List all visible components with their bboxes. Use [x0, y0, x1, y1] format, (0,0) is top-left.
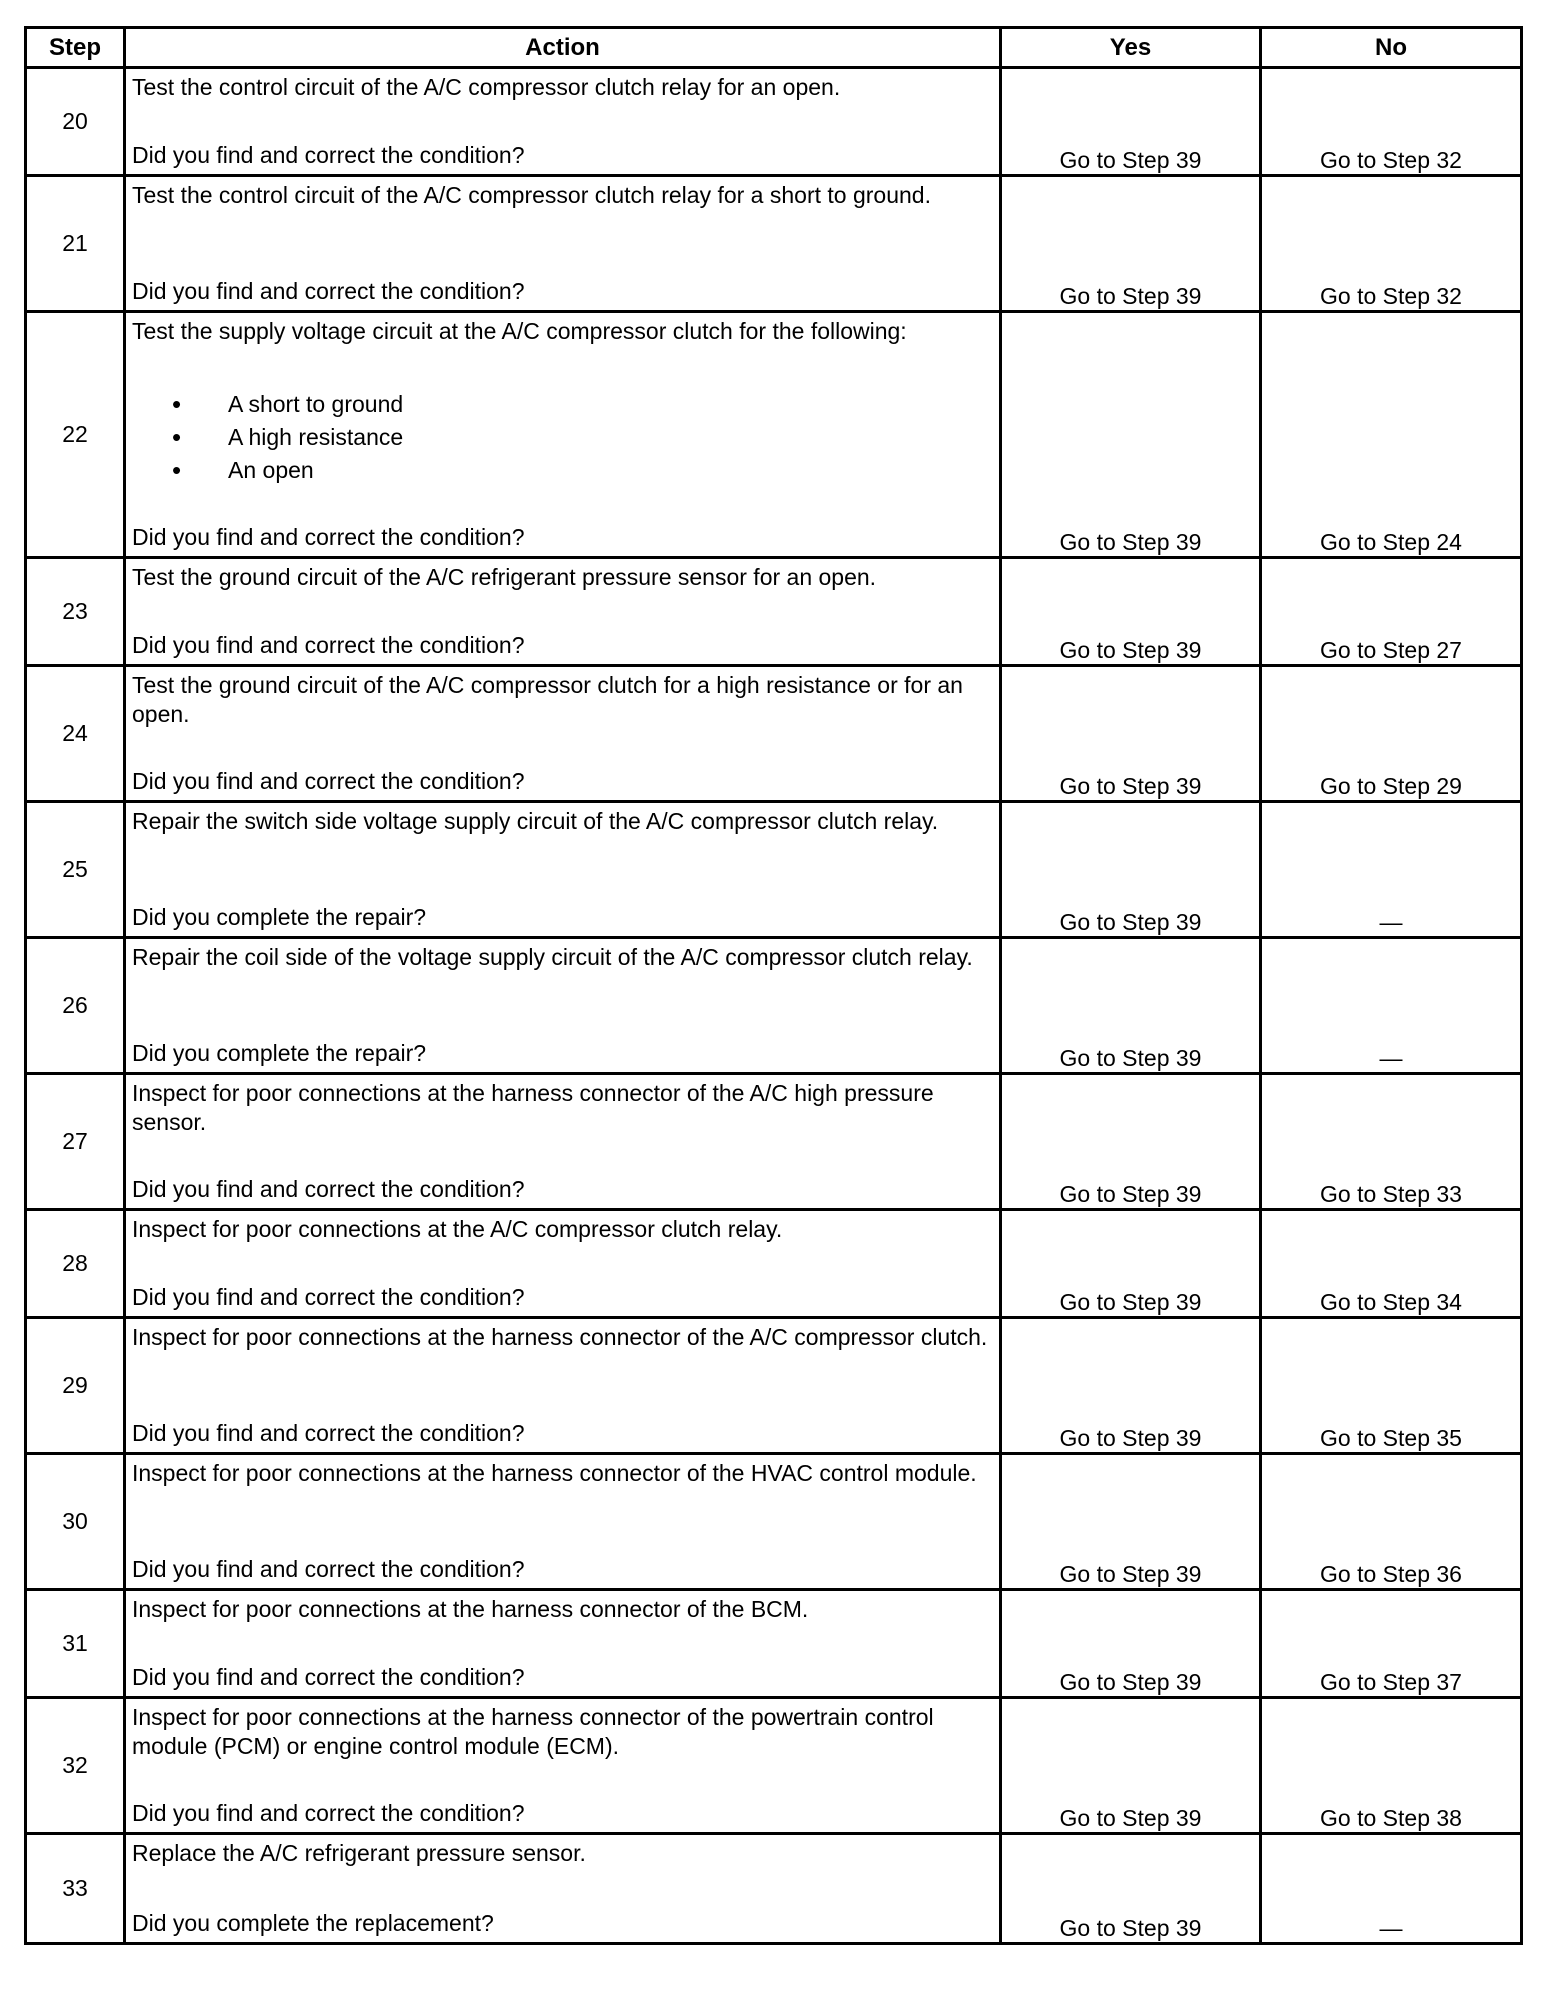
yes-result: Go to Step 39	[1001, 1698, 1261, 1834]
action-question: Did you find and correct the condition?	[132, 1176, 525, 1202]
action-cell	[125, 802, 1001, 938]
action-question: Did you complete the repair?	[132, 904, 427, 930]
yes-result: Go to Step 39	[1001, 1454, 1261, 1590]
yes-result: Go to Step 39	[1001, 176, 1261, 312]
diagnostic-table	[24, 26, 1523, 1945]
table-row	[26, 1210, 1522, 1318]
action-cell	[125, 312, 1001, 558]
action-cell	[125, 1074, 1001, 1210]
no-result: Go to Step 29	[1261, 666, 1522, 802]
action-question: Did you find and correct the condition?	[132, 1556, 525, 1582]
table-row	[26, 312, 1522, 558]
no-result: Go to Step 36	[1261, 1454, 1522, 1590]
step-number: 28	[26, 1210, 125, 1318]
header-no: No	[1261, 28, 1522, 68]
step-number: 29	[26, 1318, 125, 1454]
yes-result: Go to Step 39	[1001, 666, 1261, 802]
table-row	[26, 1590, 1522, 1698]
action-question: Did you find and correct the condition?	[132, 278, 525, 304]
step-number: 23	[26, 558, 125, 666]
yes-result: Go to Step 39	[1001, 1318, 1261, 1454]
action-instruction: Repair the coil side of the voltage supply circuit of the A/C compressor clutch relay.	[132, 944, 973, 970]
action-question: Did you complete the replacement?	[132, 1910, 494, 1936]
table-row	[26, 1074, 1522, 1210]
step-number: 32	[26, 1698, 125, 1834]
action-instruction: Inspect for poor connections at the harness connector of the BCM.	[132, 1596, 809, 1622]
action-instruction: Inspect for poor connections at the harness connector of the HVAC control module.	[132, 1460, 977, 1486]
action-cell	[125, 68, 1001, 176]
action-question: Did you find and correct the condition?	[132, 142, 525, 168]
action-instruction: Inspect for poor connections at the harness connector of the powertrain control module (PCM) or engine control module (ECM).	[132, 1704, 934, 1759]
action-instruction: Repair the switch side voltage supply circuit of the A/C compressor clutch relay.	[132, 808, 939, 834]
yes-result: Go to Step 39	[1001, 68, 1261, 176]
no-result: Go to Step 35	[1261, 1318, 1522, 1454]
step-number: 24	[26, 666, 125, 802]
action-instruction: Test the ground circuit of the A/C refrigerant pressure sensor for an open.	[132, 564, 877, 590]
condition-list	[132, 388, 993, 487]
action-question: Did you find and correct the condition?	[132, 1800, 525, 1826]
step-number: 21	[26, 176, 125, 312]
action-cell	[125, 938, 1001, 1074]
action-question: Did you find and correct the condition?	[132, 632, 525, 658]
table-row	[26, 176, 1522, 312]
no-result: Go to Step 33	[1261, 1074, 1522, 1210]
step-number: 22	[26, 312, 125, 558]
no-result: Go to Step 34	[1261, 1210, 1522, 1318]
no-result: Go to Step 27	[1261, 558, 1522, 666]
step-number: 33	[26, 1834, 125, 1944]
action-cell	[125, 558, 1001, 666]
yes-result: Go to Step 39	[1001, 938, 1261, 1074]
action-instruction: Test the ground circuit of the A/C compressor clutch for a high resistance or for an open.	[132, 672, 963, 727]
action-instruction: Test the control circuit of the A/C compressor clutch relay for a short to ground.	[132, 182, 931, 208]
table-row	[26, 1834, 1522, 1944]
table-row	[26, 802, 1522, 938]
action-question: Did you find and correct the condition?	[132, 1284, 525, 1310]
action-instruction: Replace the A/C refrigerant pressure sensor.	[132, 1840, 586, 1866]
action-instruction: Test the supply voltage circuit at the A/C compressor clutch for the following:	[132, 318, 907, 344]
no-result: Go to Step 24	[1261, 312, 1522, 558]
header-yes: Yes	[1001, 28, 1261, 68]
yes-result: Go to Step 39	[1001, 558, 1261, 666]
action-cell	[125, 1590, 1001, 1698]
table-row	[26, 666, 1522, 802]
table-row	[26, 1454, 1522, 1590]
header-row	[26, 28, 1522, 68]
table-row	[26, 68, 1522, 176]
action-question: Did you find and correct the condition?	[132, 768, 525, 794]
action-instruction: Test the control circuit of the A/C compressor clutch relay for an open.	[132, 74, 841, 100]
action-question: Did you complete the repair?	[132, 1040, 427, 1066]
header-action: Action	[125, 28, 1001, 68]
no-result: Go to Step 37	[1261, 1590, 1522, 1698]
condition-list-item: • A short to ground	[172, 388, 993, 421]
step-number: 25	[26, 802, 125, 938]
action-question: Did you find and correct the condition?	[132, 1664, 525, 1690]
action-cell	[125, 176, 1001, 312]
step-number: 27	[26, 1074, 125, 1210]
table-row	[26, 938, 1522, 1074]
no-result: —	[1261, 938, 1522, 1074]
action-cell	[125, 1454, 1001, 1590]
table-row	[26, 1318, 1522, 1454]
step-number: 20	[26, 68, 125, 176]
yes-result: Go to Step 39	[1001, 1210, 1261, 1318]
action-instruction: Inspect for poor connections at the harness connector of the A/C compressor clutch.	[132, 1324, 988, 1350]
table-row	[26, 1698, 1522, 1834]
yes-result: Go to Step 39	[1001, 312, 1261, 558]
condition-list-item: • An open	[172, 454, 993, 487]
yes-result: Go to Step 39	[1001, 802, 1261, 938]
action-cell	[125, 1698, 1001, 1834]
step-number: 26	[26, 938, 125, 1074]
yes-result: Go to Step 39	[1001, 1074, 1261, 1210]
no-result: —	[1261, 802, 1522, 938]
yes-result: Go to Step 39	[1001, 1834, 1261, 1944]
action-cell	[125, 1834, 1001, 1944]
condition-list-item: • A high resistance	[172, 421, 993, 454]
action-instruction: Inspect for poor connections at the A/C compressor clutch relay.	[132, 1216, 783, 1242]
action-cell	[125, 666, 1001, 802]
action-question: Did you find and correct the condition?	[132, 524, 525, 550]
action-instruction: Inspect for poor connections at the harness connector of the A/C high pressure sensor.	[132, 1080, 934, 1135]
yes-result: Go to Step 39	[1001, 1590, 1261, 1698]
step-number: 30	[26, 1454, 125, 1590]
no-result: —	[1261, 1834, 1522, 1944]
action-question: Did you find and correct the condition?	[132, 1420, 525, 1446]
no-result: Go to Step 32	[1261, 176, 1522, 312]
header-step: Step	[26, 28, 125, 68]
action-cell	[125, 1318, 1001, 1454]
action-cell	[125, 1210, 1001, 1318]
table-row	[26, 558, 1522, 666]
no-result: Go to Step 38	[1261, 1698, 1522, 1834]
no-result: Go to Step 32	[1261, 68, 1522, 176]
step-number: 31	[26, 1590, 125, 1698]
